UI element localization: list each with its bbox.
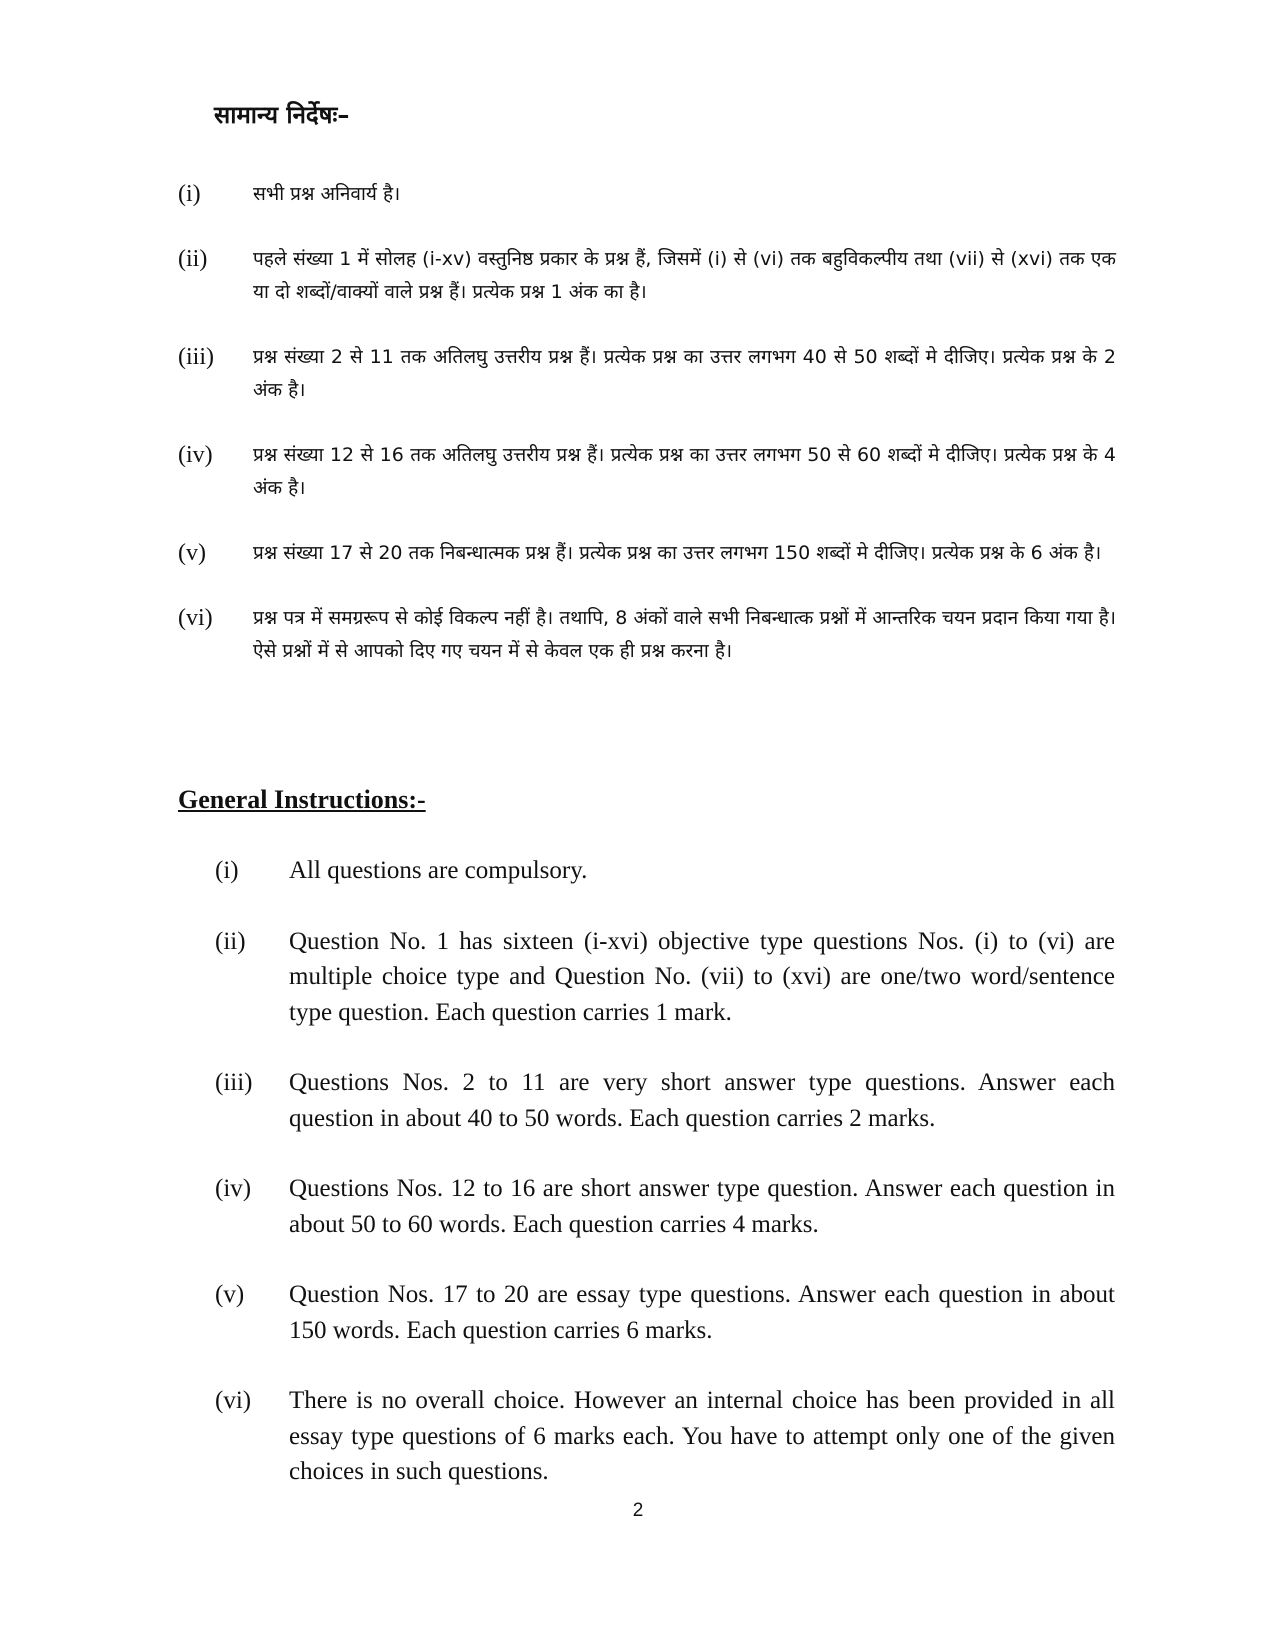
english-instruction-item <box>215 924 1115 1031</box>
hindi-instruction-item <box>178 243 1116 309</box>
english-item-text: All questions are compulsory. <box>289 857 588 884</box>
english-instruction-item <box>215 1383 1115 1490</box>
hindi-instruction-item <box>178 602 1116 668</box>
english-instructions-list <box>215 853 1115 1525</box>
english-item-text: Question Nos. 17 to 20 are essay type questions. Answer each question in about 150 words. Each question carries 6 marks. <box>289 1281 1115 1344</box>
english-item-text: Questions Nos. 12 to 16 are short answer type question. Answer each question in about 50 to 60 words. Each question carries 4 marks. <box>289 1175 1115 1238</box>
hindi-item-text: प्रश्न संख्या 2 से 11 तक अतिलघु उत्तरीय प्रश्न हैं। प्रत्येक प्रश्न का उत्तर लगभग 40 से 50 शब्दों मे दीजिए। प्रत्येक प्रश्न के 2 अंक है। <box>253 346 1116 401</box>
hindi-item-text: प्रश्न संख्या 12 से 16 तक अतिलघु उत्तरीय प्रश्न हैं। प्रत्येक प्रश्न का उत्तर लगभग 50 से 60 शब्दों मे दीजिए। प्रत्येक प्रश्न के 4 अंक है। <box>253 444 1116 499</box>
hindi-item-number: (iii) <box>178 344 214 370</box>
english-item-number: (v) <box>215 1281 245 1308</box>
english-instructions-title: General Instructions:- <box>178 785 426 814</box>
english-item-text: Question No. 1 has sixteen (i-xvi) objective type questions Nos. (i) to (vi) are multiple choice type and Question No. (vii) to (xvi) are one/two word/sentence type question. Each question carries 1 mark. <box>289 927 1115 1026</box>
hindi-item-number: (iv) <box>178 442 213 468</box>
hindi-item-number: (i) <box>178 181 201 207</box>
hindi-instruction-item <box>178 439 1116 505</box>
english-item-text: Questions Nos. 2 to 11 are very short answer type questions. Answer each question in about 40 to 50 words. Each question carries 2 marks. <box>289 1069 1115 1132</box>
hindi-item-text: पहले संख्या 1 में सोलह (i-xv) वस्तुनिष्ठ प्रकार के प्रश्न हैं, जिसमें (i) से (vi) तक बहुविकल्पीय तथा (vii) से (xvi) तक एक या दो शब्दों/वाक्यों वाले प्रश्न हैं। प्रत्येक प्रश्न 1 अंक का है। <box>253 248 1116 303</box>
hindi-item-number: (vi) <box>178 605 213 631</box>
hindi-instructions-title: सामान्य निर्देषः– <box>214 101 350 129</box>
hindi-item-text: प्रश्न पत्र में समग्ररूप से कोई विकल्प नहीं है। तथापि, 8 अंकों वाले सभी निबन्धात्क प्रश्नों में आन्तरिक चयन प्रदान किया गया है। ऐसे प्रश्नों में से आपको दिए गए चयन में से केवल एक ही प्रश्न करना है। <box>253 607 1116 662</box>
english-instruction-item <box>215 1065 1115 1136</box>
english-item-number: (ii) <box>215 927 246 955</box>
english-item-number: (i) <box>215 857 239 884</box>
english-item-number: (iii) <box>215 1069 253 1096</box>
english-instruction-item <box>215 1171 1115 1242</box>
english-item-number: (iv) <box>215 1175 252 1202</box>
page-number: 2 <box>632 1500 644 1521</box>
hindi-item-text: प्रश्न संख्या 17 से 20 तक निबन्धात्मक प्रश्न हैं। प्रत्येक प्रश्न का उत्तर लगभग 150 शब्दों मे दीजिए। प्रत्येक प्रश्न के 6 अंक है। <box>253 542 1102 564</box>
english-item-text: There is no overall choice. However an internal choice has been provided in all essay type questions of 6 marks each. You have to attempt only one of the given choices in such questions. <box>289 1387 1115 1485</box>
english-instruction-item <box>215 1277 1115 1348</box>
hindi-instruction-item <box>178 537 1116 570</box>
english-item-number: (vi) <box>215 1387 252 1414</box>
hindi-instruction-item <box>178 341 1116 407</box>
hindi-instruction-item <box>178 178 1116 211</box>
hindi-item-number: (v) <box>178 540 206 566</box>
hindi-item-text: सभी प्रश्न अनिवार्य है। <box>253 183 401 205</box>
english-instruction-item <box>215 853 1115 889</box>
hindi-item-number: (ii) <box>178 246 208 272</box>
hindi-instructions-list <box>178 178 1116 700</box>
